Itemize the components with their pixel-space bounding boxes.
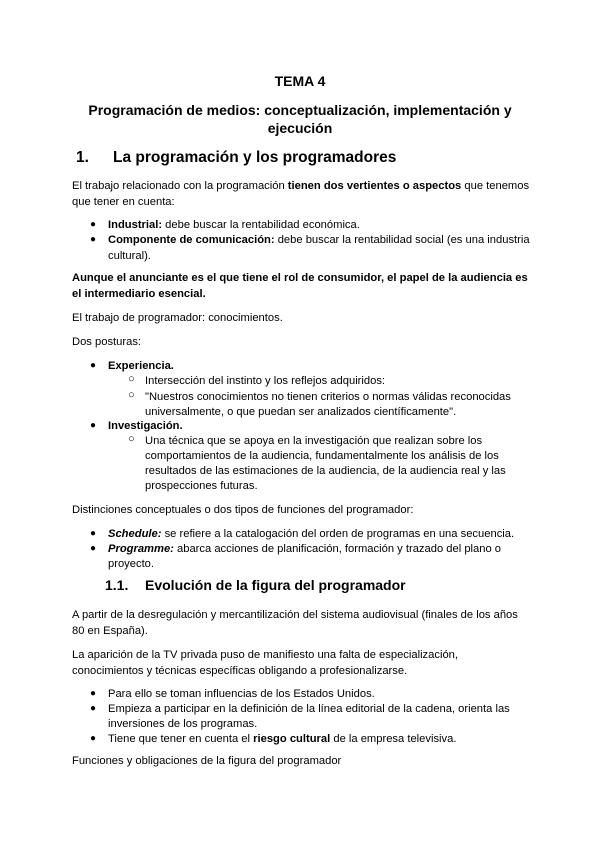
research-line1: Una técnica que se apoya en la investigación que realizan sobre los	[145, 435, 483, 447]
bullet-icon: ●	[90, 543, 97, 554]
postures-label: Dos posturas:	[72, 336, 142, 348]
programmer-work: El trabajo de programador: conocimientos.	[72, 312, 283, 324]
research-line4: prospecciones futuras.	[145, 480, 258, 492]
intro-line1: El trabajo relacionado con la programación tienen dos vertientes o aspectos que tenemos	[72, 180, 530, 192]
key-statement-line1: Aunque el anunciante es el que tiene el rol de consumidor, el papel de la audiencia es	[72, 272, 528, 284]
experience-sub2-line1: "Nuestros conocimientos no tienen criterios o normas válidas reconocidas	[145, 391, 511, 403]
function-programme-cont: proyecto.	[108, 558, 155, 570]
section-1-1-number: 1.1.	[105, 577, 129, 593]
posture-research: Investigación.	[108, 420, 183, 432]
experience-sub1: Intersección del instinto y los reflejos adquiridos:	[145, 375, 386, 387]
bullet-icon: ●	[90, 733, 97, 744]
experience-sub2-line2: universalmente, o que puedan ser analizados científicamente".	[145, 406, 457, 418]
bullet-icon: ●	[90, 234, 97, 245]
doc-subtitle-line1: Programación de medios: conceptualización, implementación y	[88, 102, 512, 118]
aspect-communication: Componente de comunicación: debe buscar la rentabilidad social (es una industria	[108, 234, 530, 246]
aspect-industrial: Industrial: debe buscar la rentabilidad económica.	[108, 219, 360, 231]
evolution-line1: A partir de la desregulación y mercantilización del sistema audiovisual (finales de los años	[72, 609, 518, 621]
distinctions-label: Distinciones conceptuales o dos tipos de funciones del programador:	[72, 504, 414, 516]
circle-bullet-icon: ○	[128, 373, 135, 385]
key-statement-line2: el intermediario esencial.	[72, 288, 206, 300]
bullet-icon: ●	[90, 528, 97, 539]
tv-line2: conocimientos y técnicas específicas obligando a profesionalizarse.	[72, 665, 408, 677]
circle-bullet-icon: ○	[128, 389, 135, 401]
bullet-icon: ●	[90, 420, 97, 431]
consequence-2-line1: Empieza a participar en la definición de la línea editorial de la cadena, orienta las	[108, 703, 510, 715]
section-1-title: La programación y los programadores	[113, 149, 397, 166]
bullet-icon: ●	[90, 688, 97, 699]
aspect-communication-cont: cultural).	[108, 250, 151, 262]
function-programme: Programme: abarca acciones de planificación, formación y trazado del plano o	[108, 543, 502, 555]
section-1-1-title: Evolución de la figura del programador	[145, 577, 406, 593]
doc-subtitle-line2: ejecución	[267, 120, 333, 136]
section-1-number: 1.	[76, 149, 89, 166]
research-line3: resultados de las estimaciones de la audiencia, de la audiencia real y las	[145, 465, 506, 477]
doc-title: TEMA 4	[274, 73, 326, 89]
evolution-line2: 80 en España).	[72, 625, 148, 637]
intro-line2: que tener en cuenta:	[72, 196, 175, 208]
function-schedule: Schedule: se refiere a la catalogación del orden de programas en una secuencia.	[108, 528, 515, 540]
bullet-icon: ●	[90, 703, 97, 714]
bullet-icon: ●	[90, 360, 97, 371]
tv-line1: La aparición de la TV privada puso de manifiesto una falta de especialización,	[72, 649, 459, 661]
research-line2: comportamientos de la audiencia, fundamentalmente los análisis de los	[145, 450, 499, 462]
bullet-icon: ●	[90, 219, 97, 230]
circle-bullet-icon: ○	[128, 433, 135, 445]
posture-experience: Experiencia.	[108, 360, 174, 372]
consequence-3: Tiene que tener en cuenta el riesgo cultural de la empresa televisiva.	[108, 733, 457, 745]
consequence-1: Para ello se toman influencias de los Estados Unidos.	[108, 688, 375, 700]
consequence-2-line2: inversiones de los programas.	[108, 718, 258, 730]
closing-line: Funciones y obligaciones de la figura del programador	[72, 755, 342, 767]
